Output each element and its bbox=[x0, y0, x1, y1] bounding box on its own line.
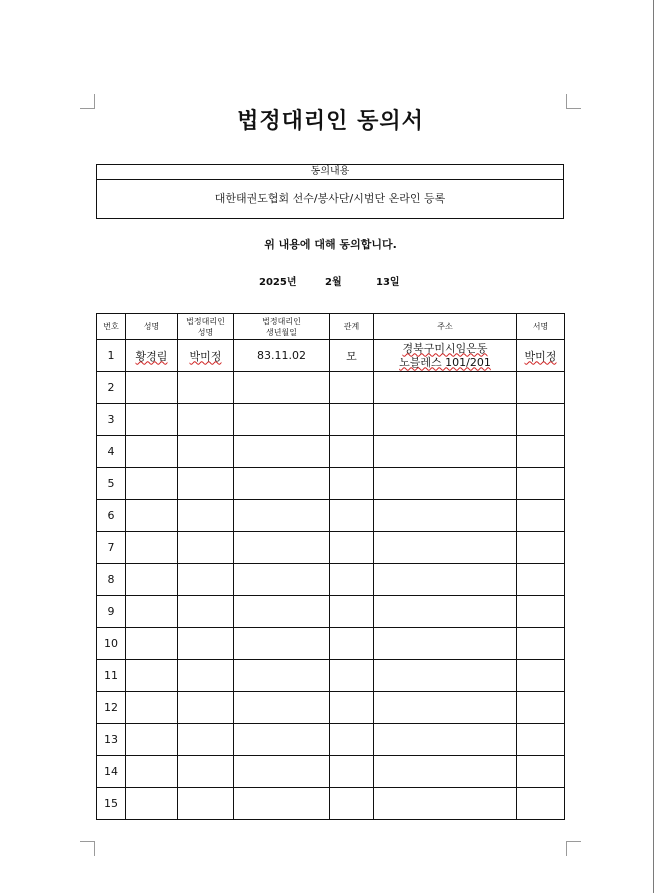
cell-relation[interactable] bbox=[330, 468, 374, 500]
cell-no[interactable] bbox=[97, 436, 126, 468]
cell-no[interactable] bbox=[97, 724, 126, 756]
cell-sign[interactable] bbox=[517, 596, 565, 628]
cell-name[interactable] bbox=[126, 436, 178, 468]
cell-address[interactable] bbox=[374, 340, 517, 372]
cell-relation[interactable] bbox=[330, 628, 374, 660]
table-header-row bbox=[97, 314, 565, 340]
table-row bbox=[97, 692, 565, 724]
cell-guardian-name[interactable] bbox=[178, 340, 234, 372]
cell-sign[interactable] bbox=[517, 660, 565, 692]
cell-guardian-birth[interactable] bbox=[234, 628, 330, 660]
cell-sign[interactable] bbox=[517, 436, 565, 468]
date-month[interactable]: 2월 bbox=[325, 277, 342, 288]
cell-name[interactable] bbox=[126, 404, 178, 436]
address-line-1: 경북구미시임은동 bbox=[402, 341, 488, 355]
cell-no[interactable] bbox=[97, 788, 126, 820]
address-line-2: 노블레스 101/201 bbox=[399, 355, 491, 369]
table-row bbox=[97, 724, 565, 756]
cell-guardian-birth[interactable] bbox=[234, 692, 330, 724]
cell-sign[interactable] bbox=[517, 756, 565, 788]
table-row bbox=[97, 532, 565, 564]
cell-no[interactable] bbox=[97, 404, 126, 436]
cell-address[interactable] bbox=[374, 500, 517, 532]
document-title[interactable]: 법정대리인 동의서 bbox=[237, 109, 424, 134]
cell-guardian-birth[interactable] bbox=[234, 500, 330, 532]
cell-address[interactable] bbox=[374, 660, 517, 692]
cell-guardian-name[interactable] bbox=[178, 564, 234, 596]
header-relation[interactable]: 관계 bbox=[330, 314, 374, 340]
cell-no-text: 3 bbox=[107, 413, 115, 426]
cell-no-text: 13 bbox=[104, 733, 118, 746]
cell-address[interactable] bbox=[374, 628, 517, 660]
table-row bbox=[97, 564, 565, 596]
cell-relation[interactable] bbox=[330, 788, 374, 820]
table-row bbox=[97, 788, 565, 820]
cell-no[interactable] bbox=[97, 500, 126, 532]
cell-relation-text: 모 bbox=[346, 349, 357, 363]
cell-sign[interactable] bbox=[517, 372, 565, 404]
cell-no[interactable] bbox=[97, 564, 126, 596]
cell-guardian-name-text: 박미정 bbox=[189, 349, 222, 363]
cell-name-text: 황경림 bbox=[135, 349, 168, 363]
cell-name[interactable] bbox=[126, 564, 178, 596]
cell-address[interactable] bbox=[374, 724, 517, 756]
cell-guardian-birth[interactable] bbox=[234, 340, 330, 372]
cell-address[interactable] bbox=[374, 692, 517, 724]
table-row bbox=[97, 468, 565, 500]
cell-relation[interactable] bbox=[330, 500, 374, 532]
cell-sign[interactable] bbox=[517, 692, 565, 724]
cell-guardian-name[interactable] bbox=[178, 500, 234, 532]
cell-relation[interactable] bbox=[330, 404, 374, 436]
cell-sign-text: 박미정 bbox=[524, 349, 557, 363]
header-guardian-birth[interactable]: 법정대리인 생년월일 bbox=[234, 314, 330, 340]
cell-guardian-birth[interactable] bbox=[234, 564, 330, 596]
cell-address[interactable] bbox=[374, 436, 517, 468]
cell-no[interactable] bbox=[97, 372, 126, 404]
consent-statement[interactable]: 위 내용에 대해 동의합니다. bbox=[264, 238, 397, 251]
cell-no[interactable] bbox=[97, 628, 126, 660]
cell-guardian-birth[interactable] bbox=[234, 660, 330, 692]
table-row bbox=[97, 756, 565, 788]
cell-guardian-name[interactable] bbox=[178, 660, 234, 692]
cell-guardian-birth-text: 83.11.02 bbox=[257, 349, 306, 362]
cell-no[interactable] bbox=[97, 340, 126, 372]
header-sign[interactable]: 서명 bbox=[517, 314, 565, 340]
cell-sign[interactable] bbox=[517, 532, 565, 564]
cell-guardian-birth[interactable] bbox=[234, 756, 330, 788]
date-day[interactable]: 13일 bbox=[376, 277, 400, 288]
cell-relation[interactable] bbox=[330, 660, 374, 692]
table-row bbox=[97, 628, 565, 660]
cell-no-text: 12 bbox=[104, 701, 118, 714]
cell-guardian-name[interactable] bbox=[178, 788, 234, 820]
cell-relation[interactable] bbox=[330, 564, 374, 596]
cell-relation[interactable] bbox=[330, 596, 374, 628]
cell-name[interactable] bbox=[126, 340, 178, 372]
cell-name[interactable] bbox=[126, 660, 178, 692]
cell-guardian-birth[interactable] bbox=[234, 372, 330, 404]
cell-guardian-birth[interactable] bbox=[234, 724, 330, 756]
cell-guardian-name[interactable] bbox=[178, 436, 234, 468]
cell-relation[interactable] bbox=[330, 372, 374, 404]
cell-no[interactable] bbox=[97, 596, 126, 628]
cell-guardian-birth[interactable] bbox=[234, 788, 330, 820]
cell-guardian-name[interactable] bbox=[178, 628, 234, 660]
cell-name[interactable] bbox=[126, 756, 178, 788]
table-row bbox=[97, 596, 565, 628]
cell-name[interactable] bbox=[126, 692, 178, 724]
cell-relation[interactable] bbox=[330, 436, 374, 468]
cell-relation[interactable] bbox=[330, 532, 374, 564]
cell-address[interactable] bbox=[374, 788, 517, 820]
cell-guardian-birth[interactable] bbox=[234, 596, 330, 628]
table-row bbox=[97, 660, 565, 692]
cell-no-text: 14 bbox=[104, 765, 118, 778]
cell-guardian-name[interactable] bbox=[178, 532, 234, 564]
header-guardian-name[interactable]: 법정대리인 성명 bbox=[178, 314, 234, 340]
cell-guardian-birth[interactable] bbox=[234, 436, 330, 468]
cell-no[interactable] bbox=[97, 468, 126, 500]
cell-sign[interactable] bbox=[517, 404, 565, 436]
cell-guardian-name[interactable] bbox=[178, 372, 234, 404]
date-year[interactable]: 2025년 bbox=[259, 277, 297, 288]
cell-no-text: 4 bbox=[107, 445, 115, 458]
cell-sign[interactable] bbox=[517, 500, 565, 532]
cell-guardian-birth[interactable] bbox=[234, 468, 330, 500]
cell-no-text: 1 bbox=[107, 349, 115, 362]
cell-guardian-name[interactable] bbox=[178, 756, 234, 788]
cell-name[interactable] bbox=[126, 788, 178, 820]
cell-address[interactable] bbox=[374, 532, 517, 564]
cell-sign[interactable] bbox=[517, 340, 565, 372]
cell-address[interactable] bbox=[374, 468, 517, 500]
cell-sign[interactable] bbox=[517, 724, 565, 756]
cell-sign[interactable] bbox=[517, 788, 565, 820]
table-row bbox=[97, 436, 565, 468]
cell-relation[interactable] bbox=[330, 756, 374, 788]
cell-name[interactable] bbox=[126, 724, 178, 756]
consent-header[interactable]: 동의내용 bbox=[97, 165, 563, 180]
header-name[interactable]: 성명 bbox=[126, 314, 178, 340]
cell-no[interactable] bbox=[97, 692, 126, 724]
cell-no[interactable] bbox=[97, 756, 126, 788]
table-row bbox=[97, 372, 565, 404]
cell-name[interactable] bbox=[126, 372, 178, 404]
cell-guardian-name[interactable] bbox=[178, 724, 234, 756]
table-row bbox=[97, 340, 565, 372]
header-address[interactable]: 주소 bbox=[374, 314, 517, 340]
cell-name[interactable] bbox=[126, 468, 178, 500]
cell-guardian-birth[interactable] bbox=[234, 404, 330, 436]
cell-sign[interactable] bbox=[517, 628, 565, 660]
cell-address[interactable] bbox=[374, 372, 517, 404]
consent-box bbox=[96, 164, 564, 219]
cell-relation[interactable] bbox=[330, 724, 374, 756]
cell-no-text: 5 bbox=[107, 477, 115, 490]
cell-sign[interactable] bbox=[517, 564, 565, 596]
cell-sign[interactable] bbox=[517, 468, 565, 500]
crop-mark-bottom-right bbox=[566, 841, 581, 856]
cell-guardian-birth[interactable] bbox=[234, 532, 330, 564]
cell-address[interactable] bbox=[374, 404, 517, 436]
cell-guardian-name[interactable] bbox=[178, 692, 234, 724]
cell-guardian-name[interactable] bbox=[178, 596, 234, 628]
cell-no-text: 8 bbox=[107, 573, 115, 586]
cell-relation[interactable] bbox=[330, 692, 374, 724]
cell-address[interactable] bbox=[374, 564, 517, 596]
consent-content[interactable]: 대한태권도협회 선수/봉사단/시범단 온라인 등록 bbox=[214, 192, 446, 205]
cell-no[interactable] bbox=[97, 532, 126, 564]
cell-guardian-name[interactable] bbox=[178, 468, 234, 500]
cell-name[interactable] bbox=[126, 628, 178, 660]
cell-name[interactable] bbox=[126, 596, 178, 628]
cell-no-text: 10 bbox=[104, 637, 118, 650]
cell-no-text: 7 bbox=[107, 541, 115, 554]
cell-relation[interactable] bbox=[330, 340, 374, 372]
header-no[interactable]: 번호 bbox=[97, 314, 126, 340]
cell-no-text: 2 bbox=[107, 381, 115, 394]
cell-no[interactable] bbox=[97, 660, 126, 692]
crop-mark-bottom-left bbox=[80, 841, 95, 856]
guardian-table bbox=[96, 313, 565, 820]
cell-name[interactable] bbox=[126, 532, 178, 564]
cell-no-text: 9 bbox=[107, 605, 115, 618]
cell-no-text: 15 bbox=[104, 797, 118, 810]
cell-no-text: 6 bbox=[107, 509, 115, 522]
cell-name[interactable] bbox=[126, 500, 178, 532]
cell-guardian-name[interactable] bbox=[178, 404, 234, 436]
table-row bbox=[97, 404, 565, 436]
cell-no-text: 11 bbox=[104, 669, 118, 682]
cell-address[interactable] bbox=[374, 596, 517, 628]
cell-address[interactable] bbox=[374, 756, 517, 788]
table-row bbox=[97, 500, 565, 532]
